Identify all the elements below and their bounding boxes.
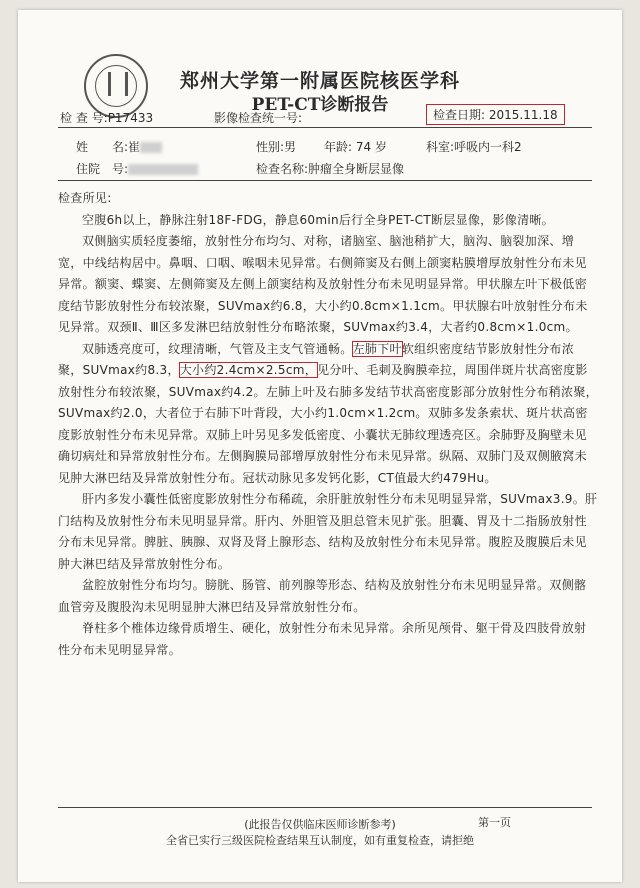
name-label: 姓 名:	[76, 140, 129, 154]
report-page	[18, 10, 622, 882]
exam-date-label: 检查日期:	[433, 108, 486, 122]
patient-name: 崔	[128, 140, 141, 154]
imaging-number-row	[214, 109, 302, 126]
exam-number-value: P17433	[107, 111, 154, 125]
dept-value: 呼吸内一科2	[454, 140, 522, 154]
age-label: 年龄:	[324, 140, 353, 154]
lung-text-b: 软组织密度结节影放射性分布浓聚，SUVmax约8.3，	[58, 341, 575, 377]
dept-label: 科室:	[426, 140, 455, 154]
exam-name-label: 检查名称:	[256, 162, 309, 176]
findings-paragraph-1: 空腹6h以上，静脉注射18F-FDG，静息60min后行全身PET-CT断层显像，影像清晰。	[82, 212, 554, 227]
imaging-number-label: 影像检查统一号:	[214, 111, 303, 125]
findings-paragraph-3	[58, 339, 598, 490]
findings-section	[58, 188, 598, 661]
exam-date-value: 2015.11.18	[488, 108, 558, 122]
exam-name-value: 肿瘤全身断层显像	[308, 162, 405, 176]
inpatient-label: 住院 号:	[76, 162, 129, 176]
exam-name-field	[256, 160, 404, 177]
divider-top	[58, 127, 592, 128]
sex-label: 性别:	[256, 140, 285, 154]
divider-info	[58, 180, 592, 181]
highlight-nodule-size: 大小约2.4cm×2.5cm，	[179, 363, 318, 377]
highlight-left-lower-lobe: 左肺下叶	[352, 341, 402, 356]
redacted-name	[140, 142, 162, 153]
findings-heading: 检查所见:	[58, 191, 112, 205]
page-number: 第一页	[478, 816, 511, 829]
sex-field	[256, 138, 296, 155]
redacted-inpatient-number	[128, 164, 198, 175]
divider-footer	[58, 807, 592, 808]
exam-number-row	[60, 109, 153, 126]
age-value: 74 岁	[355, 140, 387, 154]
findings-paragraph-2: 双侧脑实质轻度萎缩，放射性分布均匀、对称，诸脑室、脑池稍扩大，脑沟、脑裂加深、增宽，中线结构居中。鼻咽、口咽、喉咽未见异常。右侧筛窦及右侧上颌窦粘膜增厚放射性分布未见异常。额窦、蝶窦、左侧筛窦及左侧上颌窦结构及放射性分布未见明显异常。甲状腺左叶下极低密度结节影放射性分布较浓聚，SUVmax约6.8，大小约0.8cm×1.1cm。甲状腺右叶放射性分布未见异常。双颈Ⅱ、Ⅲ区多发淋巴结放射性分布略浓聚，SUVmax约3.4，大者约0.8cm×1.0cm。	[58, 234, 588, 334]
hospital-title: 郑州大学第一附属医院核医学科	[179, 70, 460, 92]
dept-field	[426, 138, 522, 155]
lung-text-a: 双肺透亮度可，纹理清晰，气管及主支气管通畅。	[82, 341, 353, 356]
name-row	[76, 138, 162, 155]
exam-date-box	[426, 104, 565, 125]
sex-value: 男	[284, 140, 297, 154]
age-field	[324, 138, 387, 155]
inpatient-row	[76, 160, 198, 177]
exam-number-label: 检 查 号:	[60, 111, 108, 125]
findings-paragraph-6: 脊柱多个椎体边缘骨质增生、硬化，放射性分布未见异常。余所见颅骨、躯干骨及四肢骨放射性分布未见明显异常。	[58, 621, 587, 657]
findings-paragraph-4: 肝内多发小囊性低密度影放射性分布稀疏，余肝脏放射性分布未见明显异常，SUVmax3.9。肝门结构及放射性分布未见明显异常。肝内、外胆管及胆总管未见扩张。胆囊、胃及十二指肠放射性分布未见异常。脾脏、胰腺、双肾及肾上腺形态、结构及放射性分布未见异常。腹腔及腹膜后未见肿大淋巴结及异常放射性分布。	[58, 492, 598, 571]
findings-paragraph-5: 盆腔放射性分布均匀。膀胱、肠管、前列腺等形态、结构及放射性分布未见明显异常。双侧髂血管旁及腹股沟未见明显肿大淋巴结及异常放射性分布。	[58, 578, 587, 614]
report-title: PET-CT诊断报告	[251, 95, 389, 115]
footer-note-1: (此报告仅供临床医师诊断参考)	[244, 818, 396, 831]
lung-text-c: 见分叶、毛刺及胸膜牵拉，周围伴斑片状高密度影放射性分布较浓聚，SUVmax约4.2。左肺上叶及右肺多发结节状高密度影部分放射性分布稍浓聚，SUVmax约2.0，大者位于右肺下叶背段，大小约1.0cm×1.2cm。双肺多发条索状、斑片状高密度影放射性分布未见异常。双肺上叶另见多发低密度、小囊状无肺纹理透亮区。余肺野及胸壁未见确切病灶和异常放射性分布。左侧胸膜局部增厚放射性分布未见异常。纵隔、双肺门及双侧腋窝未见肿大淋巴结及异常放射性分布。冠状动脉见多发钙化影，CT值最大约479Hu。	[58, 363, 598, 485]
footer-note-2: 全省已实行三级医院检查结果互认制度，如有重复检查，请拒绝	[166, 834, 474, 847]
